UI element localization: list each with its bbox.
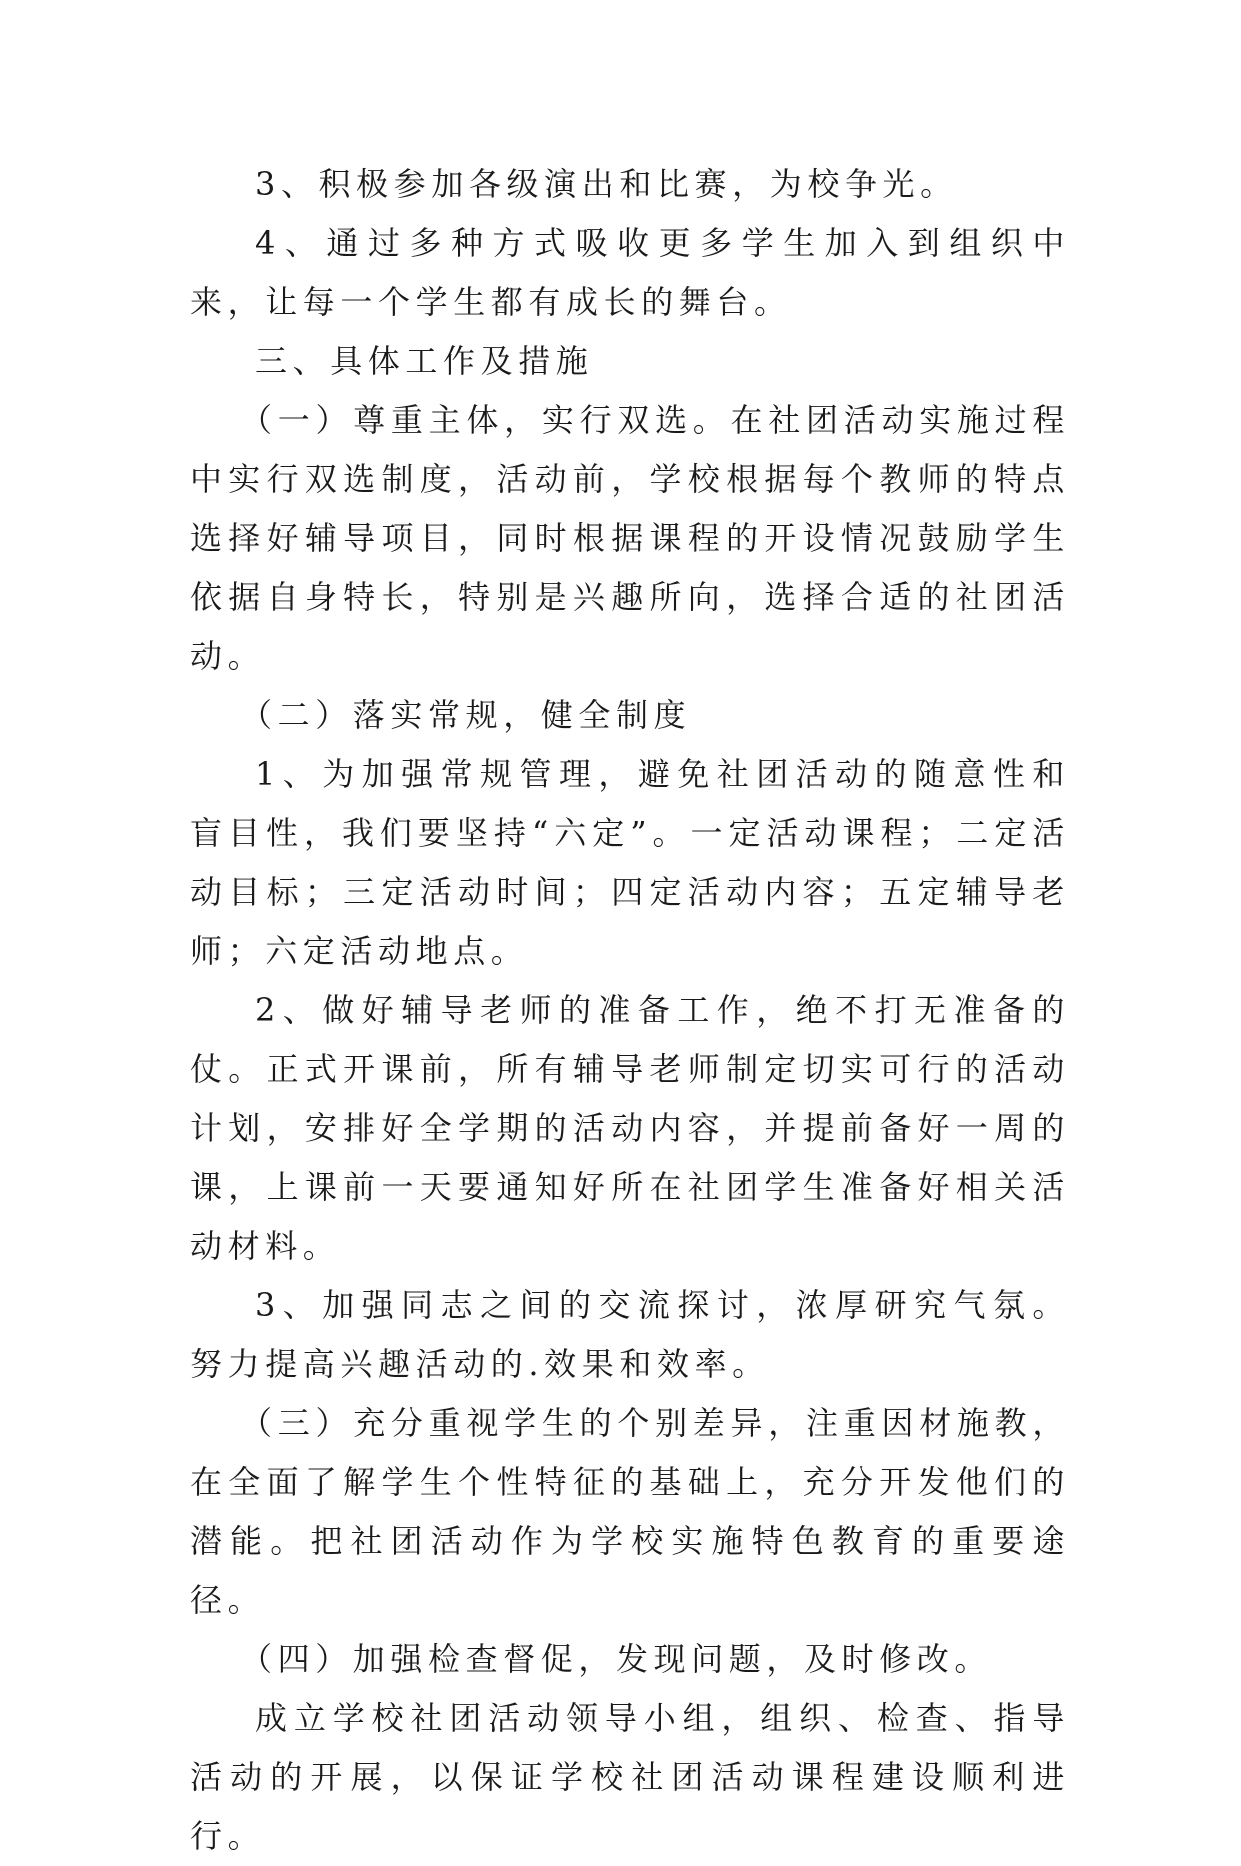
paragraph-measure-2-item-1: 1、为加强常规管理，避免社团活动的随意性和盲目性，我们要坚持“六定”。一定活动课程；二定活动目标；三定活动时间；四定活动内容；五定辅导老师；六定活动地点。 [190,755,1070,970]
paragraph-measure-1: （一）尊重主体，实行双选。在社团活动实施过程中实行双选制度，活动前，学校根据每个教师的特点选择好辅导项目，同时根据课程的开设情况鼓励学生依据自身特长，特别是兴趣所向，选择合适的社团活动。 [190,401,1070,675]
paragraph-goal-3: 3、积极参加各级演出和比赛，为校争光。 [255,165,958,203]
section-heading-measures: 三、具体工作及措施 [255,342,594,380]
paragraph-measure-3: （三）充分重视学生的个别差异，注重因材施教，在全面了解学生个性特征的基础上，充分开发他们的潜能。把社团活动作为学校实施特色教育的重要途径。 [190,1404,1070,1619]
paragraph-measure-2-item-3: 3、加强同志之间的交流探讨，浓厚研究气氛。努力提高兴趣活动的.效果和效率。 [190,1286,1070,1383]
paragraph-measure-2-heading: （二）落实常规，健全制度 [240,696,692,734]
document-body [190,155,1070,1866]
paragraph-leadership-group: 成立学校社团活动领导小组，组织、检查、指导活动的开展，以保证学校社团活动课程建设顺利进行。 [190,1699,1070,1855]
paragraph-goal-4: 4、通过多种方式吸收更多学生加入到组织中来，让每一个学生都有成长的舞台。 [190,224,1070,321]
paragraph-measure-4: （四）加强检查督促，发现问题，及时修改。 [240,1640,993,1678]
paragraph-measure-2-item-2: 2、做好辅导老师的准备工作，绝不打无准备的仗。正式开课前，所有辅导老师制定切实可行的活动计划，安排好全学期的活动内容，并提前备好一周的课，上课前一天要通知好所在社团学生准备好相关活动材料。 [190,991,1070,1265]
